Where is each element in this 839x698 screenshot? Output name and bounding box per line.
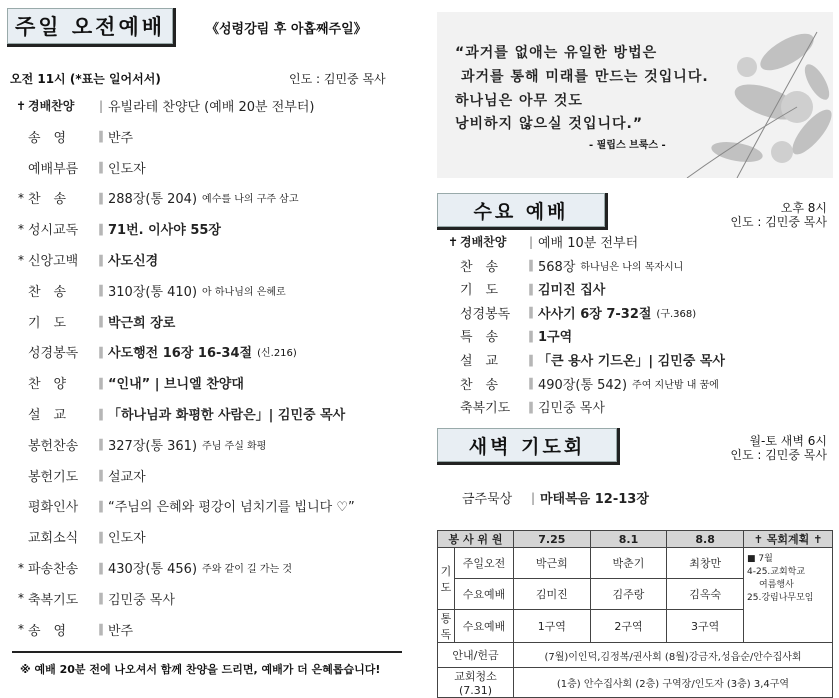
order-row-mark: *	[18, 221, 24, 236]
order-row-separator: ∥	[528, 376, 534, 391]
sunday-time: 오전 11시 (*표는 일어서서)	[10, 72, 161, 86]
order-row	[14, 96, 314, 115]
order-row-note: 주님 주실 화평	[202, 440, 267, 452]
order-row-label: 찬 송	[28, 192, 67, 208]
order-row-label: 특 송	[460, 330, 499, 346]
order-row-value: 예배 10분 전부터	[538, 236, 639, 251]
table-cell: 2구역	[590, 610, 667, 643]
order-row-separator: ∥	[528, 399, 534, 414]
order-row	[14, 219, 221, 238]
order-row	[14, 404, 345, 423]
order-row-separator: ∥	[98, 406, 104, 421]
table-header-plan: ✝ 목회계획 ✝	[744, 531, 833, 548]
table-header-date-3: 8.8	[667, 531, 744, 548]
order-row	[14, 466, 146, 485]
order-row-separator: ∥	[98, 375, 104, 390]
sunday-subtitle: 《성령강림 후 아홉째주일》	[206, 22, 367, 37]
order-row-value: 430장(통 456)	[108, 562, 198, 577]
wednesday-time: 오후 8시	[780, 201, 827, 215]
order-row-separator: ∥	[98, 468, 104, 483]
order-row-value: 327장(통 361)	[108, 438, 198, 454]
order-row-separator: ∥	[528, 328, 534, 343]
order-row	[14, 435, 266, 454]
order-row	[446, 326, 572, 345]
order-row	[446, 374, 719, 393]
order-row-separator: ∥	[98, 560, 104, 575]
table-side-prayer: 기도	[438, 548, 455, 610]
offering-value: (7월)이인덕,김정복/권사회 (8월)강금자,성읍순/안수집사회	[514, 643, 833, 668]
order-row-value: 김민중 목사	[108, 592, 175, 608]
plan-line: 여름행사	[759, 580, 794, 590]
offering-label: 안내/헌금	[438, 643, 514, 668]
table-header-date-2: 8.1	[590, 531, 667, 548]
order-row-label: 경배찬양	[28, 99, 75, 113]
order-row	[14, 342, 297, 361]
order-row-value: 김민중 목사	[538, 401, 605, 417]
order-row	[14, 496, 355, 515]
order-row-separator: ∥	[98, 344, 104, 359]
order-row	[14, 250, 158, 269]
order-row-separator: ∥	[528, 281, 534, 296]
order-row	[446, 397, 605, 416]
wednesday-service-title-text: 수요 예배	[473, 200, 569, 223]
order-row	[446, 350, 725, 369]
table-cell: 3구역	[667, 610, 744, 643]
cleaning-value: (1층) 안수집사회 (2층) 구역장/인도자 (3층) 3,4구역	[514, 668, 833, 698]
order-row	[14, 188, 299, 207]
order-row-mark: ✝	[447, 234, 459, 249]
table-plan-cell	[744, 548, 833, 643]
order-row	[14, 127, 133, 146]
order-row-separator: ∥	[98, 252, 104, 267]
order-row-separator: ∥	[98, 529, 104, 544]
order-row-label: 찬 송	[460, 259, 499, 275]
dawn-prayer-title	[437, 428, 620, 465]
order-row-label: 경배찬양	[460, 235, 507, 249]
order-row-value: 310장(통 410)	[108, 284, 198, 300]
table-cell: 박춘기	[590, 548, 667, 579]
order-row-value: 인도자	[108, 161, 146, 177]
table-side-reading: 통독	[438, 610, 455, 643]
order-row-value: 설교자	[108, 469, 146, 485]
order-row-note: 하나님은 나의 목자시니	[580, 261, 684, 273]
quote-author: - 필립스 브룩스 -	[589, 140, 666, 151]
order-row-value: 490장(통 542)	[538, 377, 628, 393]
order-row	[14, 312, 175, 331]
order-row	[446, 303, 696, 322]
order-row-note: (신.216)	[257, 348, 297, 360]
order-row-value: 71번. 이사야 55장	[108, 223, 221, 239]
wednesday-order-list	[446, 232, 826, 422]
table-row-name: 수요예배	[455, 579, 514, 610]
plan-line: 4-25.교회학교	[747, 567, 806, 577]
order-row-value: 유빌라테 찬양단 (예배 20분 전부터)	[108, 100, 315, 115]
dawn-meditation-label: 금주묵상	[462, 492, 513, 507]
order-row-value: 사도행전 16장 16-34절	[108, 346, 253, 362]
quote-box	[437, 12, 833, 178]
sunday-service-title-text: 주일 오전예배	[14, 15, 166, 39]
order-row	[14, 589, 175, 608]
table-row-name: 주일오전	[455, 548, 514, 579]
order-row	[14, 281, 286, 300]
table-header-date-1: 7.25	[514, 531, 591, 548]
sunday-leader: 인도 : 김민중 목사	[289, 72, 386, 86]
order-row-value: 사도신경	[108, 254, 159, 269]
order-row	[14, 620, 133, 639]
table-row-name: 수요예배	[455, 610, 514, 643]
order-row-label: 신앙고백	[28, 254, 79, 269]
order-row-separator: ∥	[528, 258, 534, 273]
order-row-mark: *	[18, 190, 24, 205]
order-row-mark: ✝	[15, 98, 27, 113]
order-row-label: 송 영	[28, 623, 67, 639]
wednesday-service-title	[437, 193, 608, 230]
order-row-label: 예배부름	[28, 161, 79, 177]
sunday-service-title	[7, 8, 176, 47]
order-row-note: 주여 지난밤 내 꿈에	[632, 379, 719, 391]
order-row-value: 인도자	[108, 531, 146, 547]
quote-line-3: 하나님은 아무 것도	[455, 93, 583, 109]
order-row-mark: *	[18, 560, 24, 575]
order-row-label: 성경봉독	[460, 306, 511, 322]
dawn-time: 월-토 새벽 6시	[749, 434, 827, 448]
dawn-prayer-title-text: 새벽 기도회	[468, 435, 586, 458]
order-row-separator: |	[528, 234, 534, 249]
order-row-separator: |	[98, 98, 104, 113]
order-row-label: 축복기도	[460, 401, 511, 417]
order-row-value: 「하나님과 화평한 사람은」| 김민중 목사	[108, 408, 346, 423]
order-row-separator: ∥	[98, 437, 104, 452]
order-row-value: 288장(통 204)	[108, 192, 198, 208]
order-row-value: 박근희 장로	[108, 315, 176, 331]
order-row-label: 기 도	[460, 283, 499, 299]
order-row-label: 평화인사	[28, 500, 79, 516]
quote-line-1: “과거를 없애는 유일한 방법은	[455, 45, 658, 61]
quote-line-2: 과거를 통해 미래를 만드는 것입니다.	[461, 69, 709, 85]
order-row-value: 568장	[538, 259, 576, 275]
order-row-label: 축복기도	[28, 592, 79, 608]
dawn-meditation-value: 마태복음 12-13장	[540, 492, 649, 507]
plan-line: ■ 7월	[747, 554, 773, 564]
order-row-note: 예수를 나의 구주 삼고	[202, 194, 299, 206]
order-row	[14, 158, 146, 177]
table-cell: 최창만	[667, 548, 744, 579]
dawn-leader: 인도 : 김민중 목사	[730, 448, 827, 462]
order-row	[446, 279, 605, 298]
table-cell: 박근희	[514, 548, 591, 579]
order-row-note: 아 하나님의 은혜로	[202, 286, 286, 298]
order-row-value: 반주	[108, 623, 134, 639]
order-row-label: 성경봉독	[28, 346, 79, 362]
order-row	[446, 256, 683, 275]
order-row-separator: ∥	[98, 190, 104, 205]
order-row-label: 설 교	[28, 408, 67, 423]
order-row-value: 사사기 6장 7-32절	[538, 306, 652, 322]
order-row-label: 교회소식	[28, 531, 79, 547]
order-row-value: 김미진 집사	[538, 283, 606, 299]
order-row-mark: *	[18, 591, 24, 606]
dawn-meditation-row	[462, 488, 649, 507]
table-cell: 1구역	[514, 610, 591, 643]
order-row-separator: ∥	[98, 221, 104, 236]
order-row	[14, 373, 244, 392]
divider	[12, 651, 402, 653]
wednesday-leader: 인도 : 김민중 목사	[730, 215, 827, 229]
order-row-note: (구.368)	[656, 308, 697, 320]
sunday-order-list	[14, 96, 414, 656]
order-row-value: 반주	[108, 130, 134, 146]
table-cell: 김미진	[514, 579, 591, 610]
cleaning-label: 교회청소(7.31)	[438, 668, 514, 698]
order-row-label: 설 교	[460, 354, 499, 369]
order-row-label: 찬 송	[28, 284, 67, 300]
order-row-label: 파송찬송	[28, 562, 79, 577]
quote-line-4: 낭비하지 않으실 것입니다.”	[455, 116, 644, 132]
order-row-separator: ∥	[98, 283, 104, 298]
order-row-separator: ∥	[98, 591, 104, 606]
order-row-value: 「큰 용사 기드온」| 김민중 목사	[538, 354, 725, 369]
order-row-separator: ∥	[98, 498, 104, 513]
order-row-label: 찬 양	[28, 377, 67, 393]
order-row-value: “인내” | 브니엘 찬양대	[108, 377, 244, 393]
order-row-separator: ∥	[98, 622, 104, 637]
order-row-separator: ∥	[98, 314, 104, 329]
order-row-label: 봉헌찬송	[28, 438, 79, 454]
order-row-mark: *	[18, 622, 24, 637]
order-row-note: 주와 같이 길 가는 것	[202, 564, 293, 575]
order-row-value: 1구역	[538, 330, 573, 346]
table-cell: 김주랑	[590, 579, 667, 610]
order-row-label: 봉헌기도	[28, 469, 79, 485]
order-row-separator: ∥	[98, 129, 104, 144]
service-roster-table	[437, 530, 833, 698]
table-header-role: 봉 사 위 원	[438, 531, 514, 548]
order-row-label: 성시교독	[28, 223, 79, 239]
order-row	[14, 527, 146, 546]
table-cell: 김옥숙	[667, 579, 744, 610]
order-row-label: 송 영	[28, 130, 67, 146]
order-row-label: 기 도	[28, 315, 67, 331]
order-row-value: “주님의 은혜와 평강이 넘치기를 빕니다 ♡”	[108, 500, 355, 516]
order-row	[446, 232, 638, 251]
dawn-meditation-separator: |	[530, 490, 536, 505]
order-row-separator: ∥	[528, 352, 534, 367]
order-row	[14, 558, 292, 577]
sunday-footer-note: ※ 예배 20분 전에 나오셔서 함께 찬양을 드리면, 예배가 더 은혜롭습니다!	[20, 663, 381, 676]
order-row-separator: ∥	[98, 160, 104, 175]
order-row-mark: *	[18, 252, 24, 267]
plan-line: 25.강림나무모임	[747, 593, 814, 603]
order-row-separator: ∥	[528, 305, 534, 320]
order-row-label: 찬 송	[460, 377, 499, 393]
